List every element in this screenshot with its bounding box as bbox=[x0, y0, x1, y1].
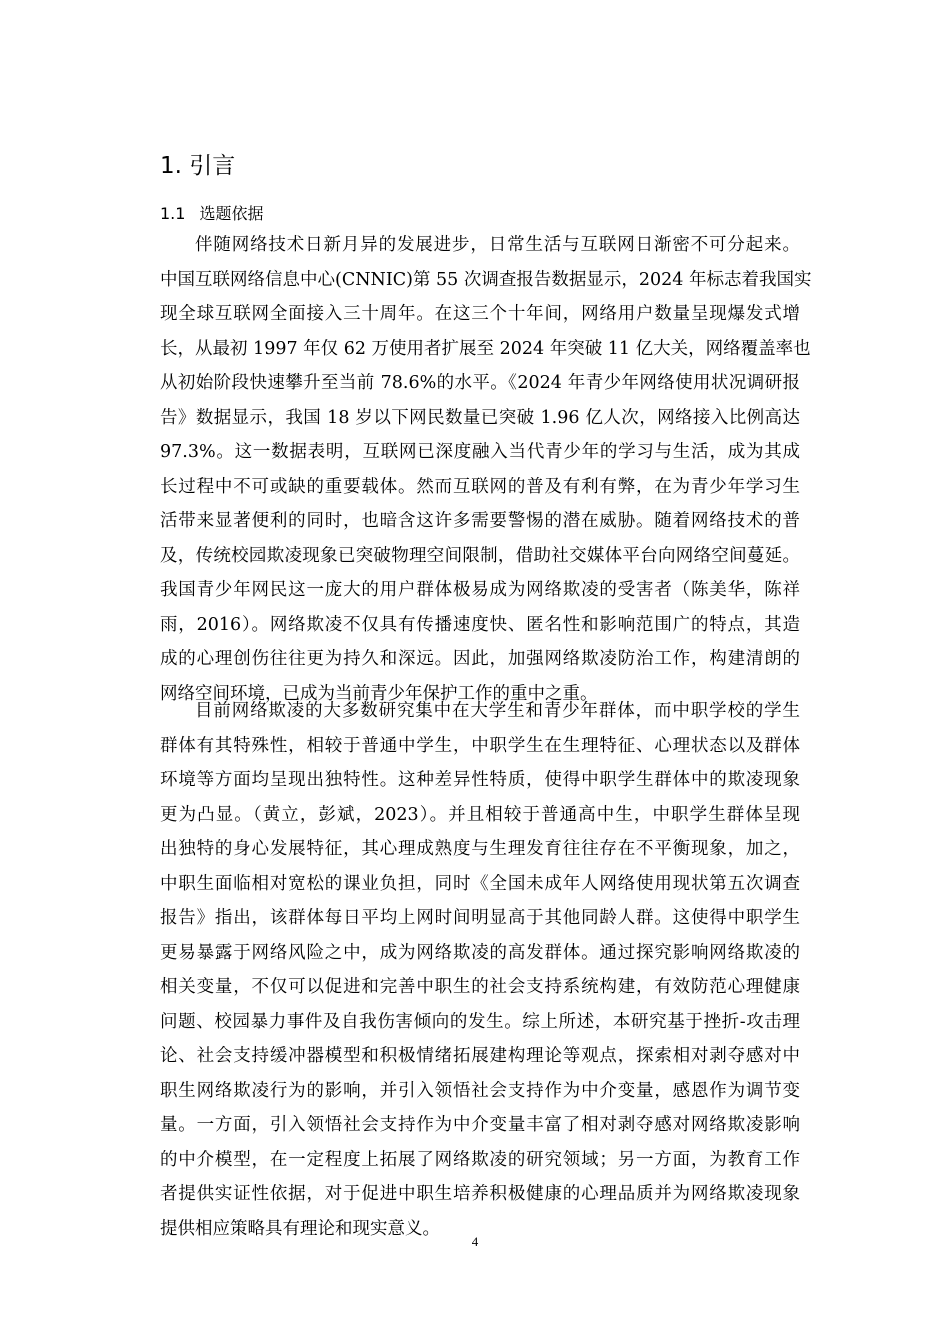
text-line: 告》数据显示，我国 18 岁以下网民数量已突破 1.96 亿人次，网络接入比例高达 bbox=[160, 407, 800, 428]
text-line: 者提供实证性依据，对于促进中职生培养积极健康的心理品质并为网络欺凌现象 bbox=[160, 1184, 800, 1204]
text-line: 长过程中不可或缺的重要载体。然而互联网的普及有利有弊，在为青少年学习生 bbox=[160, 476, 800, 497]
text-line: 论、社会支持缓冲器模型和积极情绪拓展建构理论等观点，探索相对剥夺感对中 bbox=[160, 1046, 800, 1066]
subsection-heading bbox=[160, 201, 263, 227]
text-line: 目前网络欺凌的大多数研究集中在大学生和青少年群体，而中职学校的学生 bbox=[195, 701, 800, 721]
text-line: 及，传统校园欺凌现象已突破物理空间限制，借助社交媒体平台向网络空间蔓延。 bbox=[160, 545, 800, 566]
text-line: 我国青少年网民这一庞大的用户群体极易成为网络欺凌的受害者（陈美华，陈祥 bbox=[160, 580, 800, 600]
text-line: 群体有其特殊性，相较于普通中学生，中职学生在生理特征、心理状态以及群体 bbox=[160, 735, 800, 756]
text-line: 报告》指出，该群体每日平均上网时间明显高于其他同龄人群。这使得中职学生 bbox=[160, 908, 800, 928]
subsection-number: 1.1 bbox=[160, 204, 186, 223]
text-line: 现全球互联网全面接入三十周年。在这三个十年间，网络用户数量呈现爆发式增 bbox=[160, 304, 800, 324]
text-line: 伴随网络技术日新月异的发展进步，日常生活与互联网日渐密不可分起来。 bbox=[195, 235, 800, 255]
text-line: 提供相应策略具有理论和现实意义。 bbox=[160, 1218, 440, 1239]
text-line: 更易暴露于网络风险之中，成为网络欺凌的高发群体。通过探究影响网络欺凌的 bbox=[160, 942, 800, 963]
text-line: 中职生面临相对宽松的课业负担，同时《全国未成年人网络使用现状第五次调查 bbox=[160, 873, 800, 894]
section-heading: 1. 引言 bbox=[160, 153, 236, 179]
text-line: 雨，2016）。网络欺凌不仅具有传播速度快、匿名性和影响范围广的特点，其造 bbox=[160, 614, 800, 635]
text-line: 从初始阶段快速攀升至当前 78.6%的水平。《2024 年青少年网络使用状况调研报 bbox=[160, 373, 800, 393]
text-line: 环境等方面均呈现出独特性。这种差异性特质，使得中职学生群体中的欺凌现象 bbox=[160, 770, 800, 790]
text-line: 网络空间环境，已成为当前青少年保护工作的重中之重。 bbox=[160, 683, 598, 704]
body-paragraph-2 bbox=[160, 694, 800, 1246]
text-line: 更为凸显。（黄立，彭斌，2023）。并且相较于普通高中生，中职学生群体呈现 bbox=[160, 804, 800, 825]
page-number: 4 bbox=[471, 1234, 479, 1249]
text-line: 成的心理创伤往往更为持久和深远。因此，加强网络欺凌防治工作，构建清朗的 bbox=[160, 649, 800, 669]
text-line: 量。一方面，引入领悟社会支持作为中介变量丰富了相对剥夺感对网络欺凌影响 bbox=[160, 1115, 800, 1135]
text-line: 活带来显著便利的同时，也暗含这许多需要警惕的潜在威胁。随着网络技术的普 bbox=[160, 511, 800, 531]
text-line: 问题、校园暴力事件及自我伤害倾向的发生。综上所述，本研究基于挫折-攻击理 bbox=[160, 1011, 800, 1032]
text-line: 出独特的身心发展特征，其心理成熟度与生理发育往往存在不平衡现象，加之， bbox=[160, 839, 800, 859]
subsection-title: 选题依据 bbox=[199, 204, 264, 223]
text-line: 97.3%。这一数据表明，互联网已深度融入当代青少年的学习与生活，成为其成 bbox=[160, 442, 800, 462]
body-paragraph-1 bbox=[160, 228, 812, 711]
text-line: 的中介模型，在一定程度上拓展了网络欺凌的研究领域；另一方面，为教育工作 bbox=[160, 1149, 800, 1170]
text-line: 职生网络欺凌行为的影响，并引入领悟社会支持作为中介变量，感恩作为调节变 bbox=[160, 1080, 800, 1101]
text-line: 相关变量，不仅可以促进和完善中职生的社会支持系统构建，有效防范心理健康 bbox=[160, 977, 800, 997]
text-line: 长，从最初 1997 年仅 62 万使用者扩展至 2024 年突破 11 亿大关，网络覆盖率也 bbox=[160, 338, 811, 359]
text-line: 中国互联网络信息中心(CNNIC)第 55 次调查报告数据显示，2024 年标志着我国实 bbox=[160, 269, 812, 290]
